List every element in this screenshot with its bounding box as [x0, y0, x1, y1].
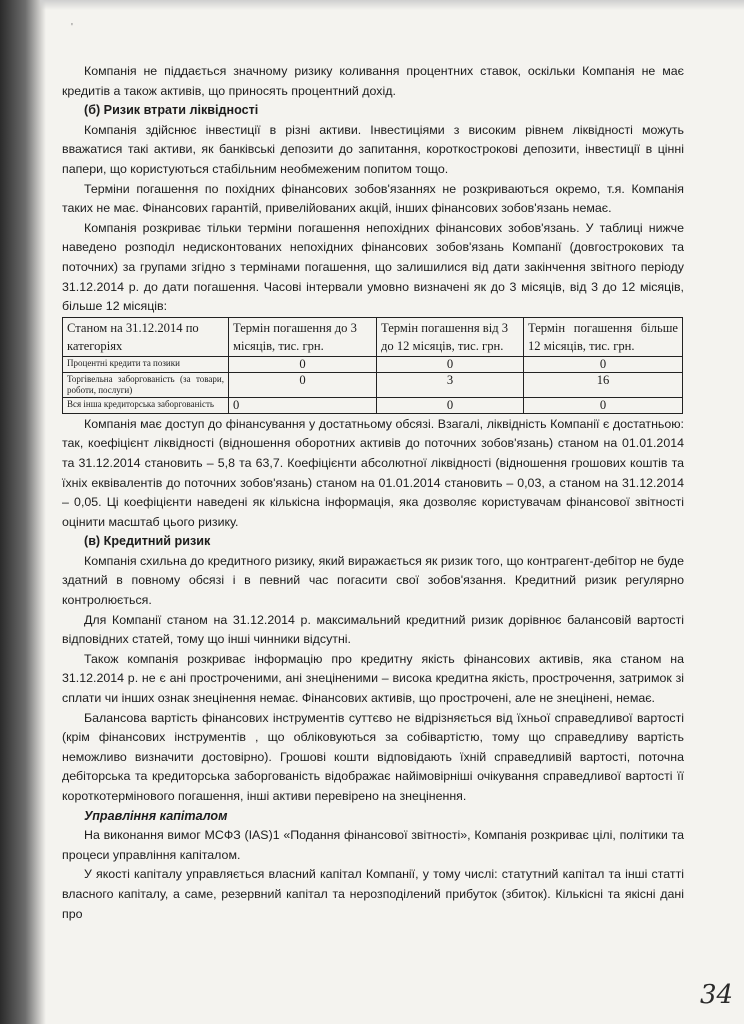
heading-liquidity-risk: (б) Ризик втрати ліквідності: [84, 103, 259, 118]
table-cell-value: 16: [524, 372, 683, 397]
table-cell-value: 0: [229, 372, 377, 397]
table-header-row: [63, 317, 683, 356]
binding-shadow: [0, 0, 46, 1024]
table-cell-value: 0: [524, 356, 683, 372]
stray-mark: ': [71, 22, 73, 33]
table-header-cell: Станом на 31.12.2014 по категоріях: [63, 317, 229, 356]
paragraph-liquidity-ratios: Компанія має доступ до фінансування у достатньому обсязі. Взагалі, ліквідність Компанії є достатньою: так, коефіцієнт ліквідності (відношення оборотних активів до поточних зобов'язань) станом на 01.01.2014 та 31.12.2014 становить – 5,8 та 63,7. Коефіцієнти абсолютної ліквідності (відношення грошових коштів та їхніх еквівалентів до поточних зобов'язань) станом на 01.01.2014 становить – 0,03, а станом на 31.12.2014 – 0,05. Ці коефіцієнти наведені як кількісна інформація, яка дозволяє користувачам фінансової звітності оцінити масштаб цього ризику.: [62, 416, 684, 529]
table-cell-value: 3: [377, 372, 524, 397]
paragraph-investments: Компанія здійснює інвестиції в різні активи. Інвестиціями з високим рівнем ліквідності можуть вважатися такі активи, як банківські депозити до запитання, короткострокові депозити, інвестиції в цінні папери, що користуються стабільним необмеженим попитом тощо.: [62, 122, 684, 176]
table-cell-value: 0: [229, 356, 377, 372]
table-header-cell: Термін погашення більше 12 місяців, тис. грн.: [524, 317, 683, 356]
paragraph-ifrs-requirements: На виконання вимог МСФЗ (IAS)1 «Подання фінансової звітності», Компанія розкриває цілі, політики та процеси управління капіталом.: [62, 828, 684, 862]
handwritten-page-number: 34: [700, 980, 734, 1010]
table-cell-category: Торгівельна заборгованість (за товари, роботи, послуги): [63, 372, 229, 397]
paragraph-derivatives: Терміни погашення по похідних фінансових зобов'язаннях не розкриваються окремо, т.я. Компанія таких не має. Фінансових гарантій, привелійованих акцій, інших фінансових зобов'язань немає.: [62, 181, 684, 216]
table-cell-category: Вся інша кредиторська заборгованість: [63, 397, 229, 413]
document-body: [62, 62, 684, 924]
table-header-cell: Термін погашення до 3 місяців, тис. грн.: [229, 317, 377, 356]
table-header-cell: Термін погашення від 3 до 12 місяців, тис. грн.: [377, 317, 524, 356]
paragraph-credit-exposure: Компанія схильна до кредитного ризику, який виражається як ризик того, що контрагент-дебітор не буде здатний в повному обсязі і в певний час погасити свої зобов'язання. Кредитний ризик регулярно контролюється.: [62, 553, 684, 608]
liabilities-maturity-table: [62, 317, 683, 414]
table-cell-value: 0: [229, 397, 377, 413]
table-cell-value: 0: [524, 397, 683, 413]
paragraph-credit-quality: Також компанія розкриває інформацію про кредитну якість фінансових активів, яка станом на 31.12.2014 р. не є ані простроченими, ані знеціненими – висока кредитна якість, прострочення, затримок зі сплати чи інших ознак знецінення немає. Фінансових активів, що прострочені, але не знецінені, немає.: [62, 651, 684, 706]
paragraph-interest-rate-risk: Компанія не піддається значному ризику коливання процентних ставок, оскільки Компанія не має кредитів а також активів, що приносять процентний дохід.: [62, 64, 684, 98]
paragraph-fair-value: Балансова вартість фінансових інструментів суттєво не відрізняється від їхньої справедливої вартості (крім фінансових інструментів , що обліковуються за собівартістю, тому що справедливу вартість неможливо визначити достовірно). Грошові кошти відповідають їхній справедливій вартості, поточна дебіторська та кредиторська заборгованість відображає найімовірніші очікування справедливої вартості її короткотермінового погашення, інші активи перевірено на знецінення.: [62, 710, 684, 803]
paragraph-maturity-intro: Компанія розкриває тільки терміни погашення непохідних фінансових зобов'язань. У таблиці нижче наведено розподіл недисконтованих непохідних фінансових зобов'язань Компанії (довгострокових та поточних) за групами згідно з термінами погашення, що залишилися від дати закінчення звітного періоду 31.12.2014 р. до дати погашення. Часові інтервали умовно визначені як до 3 місяців, від 3 до 12 місяців, більше 12 місяців:: [62, 220, 684, 314]
page-top-edge: [40, 0, 744, 10]
table-cell-value: 0: [377, 397, 524, 413]
table-row: [63, 356, 683, 372]
table-cell-category: Процентні кредити та позики: [63, 356, 229, 372]
table-row: [63, 397, 683, 413]
heading-credit-risk: (в) Кредитний ризик: [84, 534, 211, 549]
paragraph-max-credit-risk: Для Компанії станом на 31.12.2014 р. максимальний кредитний ризик дорівнює балансовій вартості відповідних статей, тому що інші чинники відсутні.: [62, 612, 684, 647]
table-cell-value: 0: [377, 356, 524, 372]
heading-capital-management: Управління капіталом: [84, 808, 228, 823]
table-row: [63, 372, 683, 397]
paragraph-capital-composition: У якості капіталу управляється власний капітал Компанії, у тому числі: статутний капітал та інші статті власного капіталу, а саме, резервний капітал та нерозподілений прибуток (збиток). Кількісні та якісні дані про: [62, 867, 684, 921]
